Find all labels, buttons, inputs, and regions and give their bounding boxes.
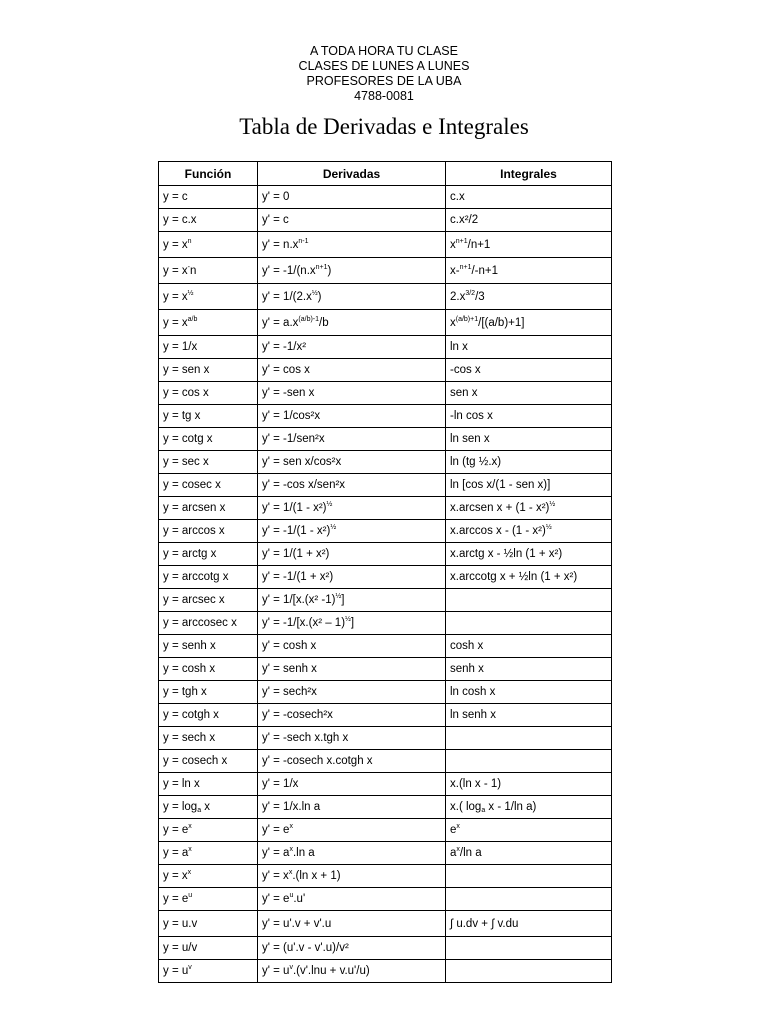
integral-cell: ln cosh x [446, 681, 612, 704]
derivative-cell: y' = senh x [258, 658, 446, 681]
exponent: ½ [187, 289, 194, 297]
exponent: x [187, 869, 192, 876]
function-cell: y = arccotg x [159, 566, 258, 589]
derivative-cell: y' = -cosech x.cotgh x [258, 750, 446, 773]
integral-cell: x-$^{n+1}$/-n+1 [446, 258, 612, 284]
integral-cell: x.arcsen x + (1 - x²)$^{\frac{1}{2}}$ [446, 497, 612, 520]
function-cell: y = arcsen x [159, 497, 258, 520]
derivative-cell: y' = (u'.v - v'.u)/v² [258, 937, 446, 960]
derivative-cell: $y' = -1/(n.x^{n+1})$ [258, 258, 446, 284]
derivative-cell: y' = sech²x [258, 681, 446, 704]
subscript: a [481, 807, 486, 814]
exponent: x [289, 823, 293, 830]
derivatives-integrals-table [158, 161, 612, 983]
function-cell: $y = x^x$ [159, 865, 258, 888]
derivative-cell: y' = cosh x [258, 635, 446, 658]
function-cell: y = cotg x [159, 428, 258, 451]
function-cell: $y = u^v$ [159, 960, 258, 983]
integral-cell: senh x [446, 658, 612, 681]
integral-cell: $2.x^{3/2}/3$ [446, 284, 612, 310]
table-row [159, 819, 612, 842]
integral-cell: x.arccos x - (1 - x²)$^{\frac{1}{2}}$ [446, 520, 612, 543]
derivative-cell: y' = -1/(1 + x²) [258, 566, 446, 589]
integral-cell [446, 937, 612, 960]
integral-cell: ln x [446, 336, 612, 359]
integral-cell: $e^x$ [446, 819, 612, 842]
function-cell: y = arcsec x [159, 589, 258, 612]
integral-cell: x.( $\log_a x - 1/\ln$ a) [446, 796, 612, 819]
table-row [159, 428, 612, 451]
exponent: n+1 [315, 263, 328, 271]
exponent: - [187, 263, 190, 271]
integral-cell [446, 865, 612, 888]
table-row [159, 520, 612, 543]
page-header [0, 44, 768, 104]
exponent: ½ [330, 524, 337, 531]
derivative-cell: $y' = e^x$ [258, 819, 446, 842]
derivative-cell: y' = 1/[x.(x² -1)$^{\frac{1}{2}}$] [258, 589, 446, 612]
integral-cell: sen x [446, 382, 612, 405]
integral-cell [446, 960, 612, 983]
table-row [159, 681, 612, 704]
integral-cell: ∫ u.dv + ∫ v.du [446, 911, 612, 937]
integral-cell: cosh x [446, 635, 612, 658]
table-row [159, 359, 612, 382]
derivative-cell: $y' = x^x.(\ln$ x + 1) [258, 865, 446, 888]
header-line-3: PROFESORES DE LA UBA [306, 74, 462, 88]
exponent: v [188, 964, 192, 971]
derivative-cell: y' = -cos x/sen²x [258, 474, 446, 497]
derivative-cell: $y' = a^x.\ln$ a [258, 842, 446, 865]
table-row [159, 960, 612, 983]
derivative-cell: $y' = e^u.u'$ [258, 888, 446, 911]
exponent: 3/2 [465, 289, 476, 297]
derivative-cell: $y' = n.x^{n-1}$ [258, 232, 446, 258]
derivative-cell: y' = -sech x.tgh x [258, 727, 446, 750]
integral-cell [446, 612, 612, 635]
table-row [159, 258, 612, 284]
integral-cell: $x^{(a/b)+1}/[(a/b)+1]$ [446, 310, 612, 336]
integral-cell: -cos x [446, 359, 612, 382]
table-row [159, 658, 612, 681]
table-row [159, 888, 612, 911]
column-header-derivatives: Derivadas [258, 162, 446, 186]
derivative-cell: $y' = a.x^{(a/b)-1}/b$ [258, 310, 446, 336]
derivative-cell: y' = u'.v + v'.u [258, 911, 446, 937]
table-row [159, 911, 612, 937]
integral-cell: $x^{n+1}/n+1$ [446, 232, 612, 258]
derivative-cell: y' = 1/(1 - x²)$^{\frac{1}{2}}$ [258, 497, 446, 520]
header-line-2: CLASES DE LUNES A LUNES [298, 59, 470, 73]
function-cell: $y = a^x$ [159, 842, 258, 865]
derivative-cell: y' = 0 [258, 186, 446, 209]
exponent: v [289, 964, 293, 971]
exponent: n-1 [298, 237, 309, 245]
table-row [159, 284, 612, 310]
function-cell: y = c [159, 186, 258, 209]
integral-cell: x.(ln x - 1) [446, 773, 612, 796]
column-header-integrals: Integrales [446, 162, 612, 186]
exponent: ½ [345, 616, 351, 623]
function-cell: y = cosech x [159, 750, 258, 773]
function-cell: y = arccos x [159, 520, 258, 543]
table-row [159, 842, 612, 865]
derivative-cell: y' = 1/(1 + x²) [258, 543, 446, 566]
function-cell: y = cosec x [159, 474, 258, 497]
function-cell: y = senh x [159, 635, 258, 658]
integral-cell: ln sen x [446, 428, 612, 451]
table-row [159, 543, 612, 566]
derivative-cell: y' = 1/x.ln a [258, 796, 446, 819]
exponent: x [188, 846, 192, 853]
exponent: x [188, 823, 192, 830]
function-cell: y = c.x [159, 209, 258, 232]
table-row [159, 405, 612, 428]
table-row [159, 704, 612, 727]
derivative-cell: y' = -1/[x.(x² – 1)$^{\frac{1}{2}}$] [258, 612, 446, 635]
table-row [159, 937, 612, 960]
derivative-cell: y' = -cosech²x [258, 704, 446, 727]
integral-cell [446, 727, 612, 750]
derivative-cell: y' = cos x [258, 359, 446, 382]
table-row [159, 865, 612, 888]
table-row [159, 566, 612, 589]
exponent: n [187, 237, 192, 245]
integral-cell: ln senh x [446, 704, 612, 727]
exponent: ½ [545, 524, 552, 531]
exponent: u [289, 892, 294, 899]
exponent: x [456, 846, 460, 853]
function-cell: $y = \log_a x$ [159, 796, 258, 819]
function-cell: y = sec x [159, 451, 258, 474]
integral-cell [446, 888, 612, 911]
function-cell: $y = e^x$ [159, 819, 258, 842]
function-cell: y = 1/x [159, 336, 258, 359]
exponent: (a/b)+1 [455, 315, 479, 323]
function-cell: y = arctg x [159, 543, 258, 566]
subscript: a [197, 807, 202, 814]
function-cell: y = cos x [159, 382, 258, 405]
function-cell: $y = x^{\frac{1}{2}}$ [159, 284, 258, 310]
integral-cell [446, 750, 612, 773]
table-row [159, 336, 612, 359]
function-cell: $y = x^n$ [159, 232, 258, 258]
table-row [159, 750, 612, 773]
exponent: ½ [311, 289, 318, 297]
exponent: n+1 [459, 263, 472, 271]
derivative-cell: y' = -1/(1 - x²)$^{\frac{1}{2}}$ [258, 520, 446, 543]
table-row [159, 635, 612, 658]
derivative-cell: y' = 1/cos²x [258, 405, 446, 428]
integral-cell: c.x [446, 186, 612, 209]
exponent: ½ [549, 501, 556, 508]
table-row [159, 589, 612, 612]
exponent: ½ [335, 593, 342, 600]
integral-cell: x.arccotg x + ½ln (1 + x²) [446, 566, 612, 589]
function-cell: y = sen x [159, 359, 258, 382]
header-line-1: A TODA HORA TU CLASE [310, 44, 458, 58]
function-cell: y = tg x [159, 405, 258, 428]
integral-cell: x.arctg x - ½ln (1 + x²) [446, 543, 612, 566]
derivative-cell: y' = c [258, 209, 446, 232]
exponent: n+1 [455, 237, 468, 245]
table-row [159, 796, 612, 819]
table-row [159, 474, 612, 497]
table-header-row [159, 162, 612, 186]
function-cell: $y = e^u$ [159, 888, 258, 911]
table-row [159, 773, 612, 796]
exponent: (a/b)-1 [298, 315, 320, 323]
exponent: u [188, 892, 193, 899]
exponent: x [288, 869, 293, 876]
table-row [159, 232, 612, 258]
table-row [159, 310, 612, 336]
table-body [159, 186, 612, 983]
derivative-cell: y' = sen x/cos²x [258, 451, 446, 474]
function-cell: y = x-n [159, 258, 258, 284]
derivative-cell: $y' = 1/(2.x^{\frac{1}{2}})$ [258, 284, 446, 310]
exponent: ½ [326, 501, 333, 508]
derivative-cell: y' = 1/x [258, 773, 446, 796]
derivative-cell: $y' = u^v.(v'.\ln u + v.u'/u)$ [258, 960, 446, 983]
integral-cell: c.x²/2 [446, 209, 612, 232]
derivative-cell: y' = -sen x [258, 382, 446, 405]
function-cell: y = u/v [159, 937, 258, 960]
integral-cell [446, 589, 612, 612]
exponent: x [456, 823, 460, 830]
table-row [159, 382, 612, 405]
function-cell: $y = x^{a/b}$ [159, 310, 258, 336]
table-row [159, 451, 612, 474]
derivative-cell: y' = -1/x² [258, 336, 446, 359]
table-row [159, 727, 612, 750]
table-row [159, 612, 612, 635]
derivative-cell: y' = -1/sen²x [258, 428, 446, 451]
exponent: x [289, 846, 293, 853]
exponent: a/b [187, 315, 198, 323]
page-title: Tabla de Derivadas e Integrales [239, 114, 529, 139]
function-cell: y = cotgh x [159, 704, 258, 727]
function-cell: y = u.v [159, 911, 258, 937]
integral-cell: -ln cos x [446, 405, 612, 428]
function-cell: y = cosh x [159, 658, 258, 681]
function-cell: y = sech x [159, 727, 258, 750]
integral-cell: $a^x/\ln$ a [446, 842, 612, 865]
function-cell: y = arccosec x [159, 612, 258, 635]
header-phone: 4788-0081 [354, 89, 414, 103]
integral-cell: ln (tg ½.x) [446, 451, 612, 474]
table-row [159, 497, 612, 520]
function-cell: y = ln x [159, 773, 258, 796]
function-cell: y = tgh x [159, 681, 258, 704]
table-row [159, 209, 612, 232]
integral-cell: ln [cos x/(1 - sen x)] [446, 474, 612, 497]
table-row [159, 186, 612, 209]
column-header-function: Función [159, 162, 258, 186]
